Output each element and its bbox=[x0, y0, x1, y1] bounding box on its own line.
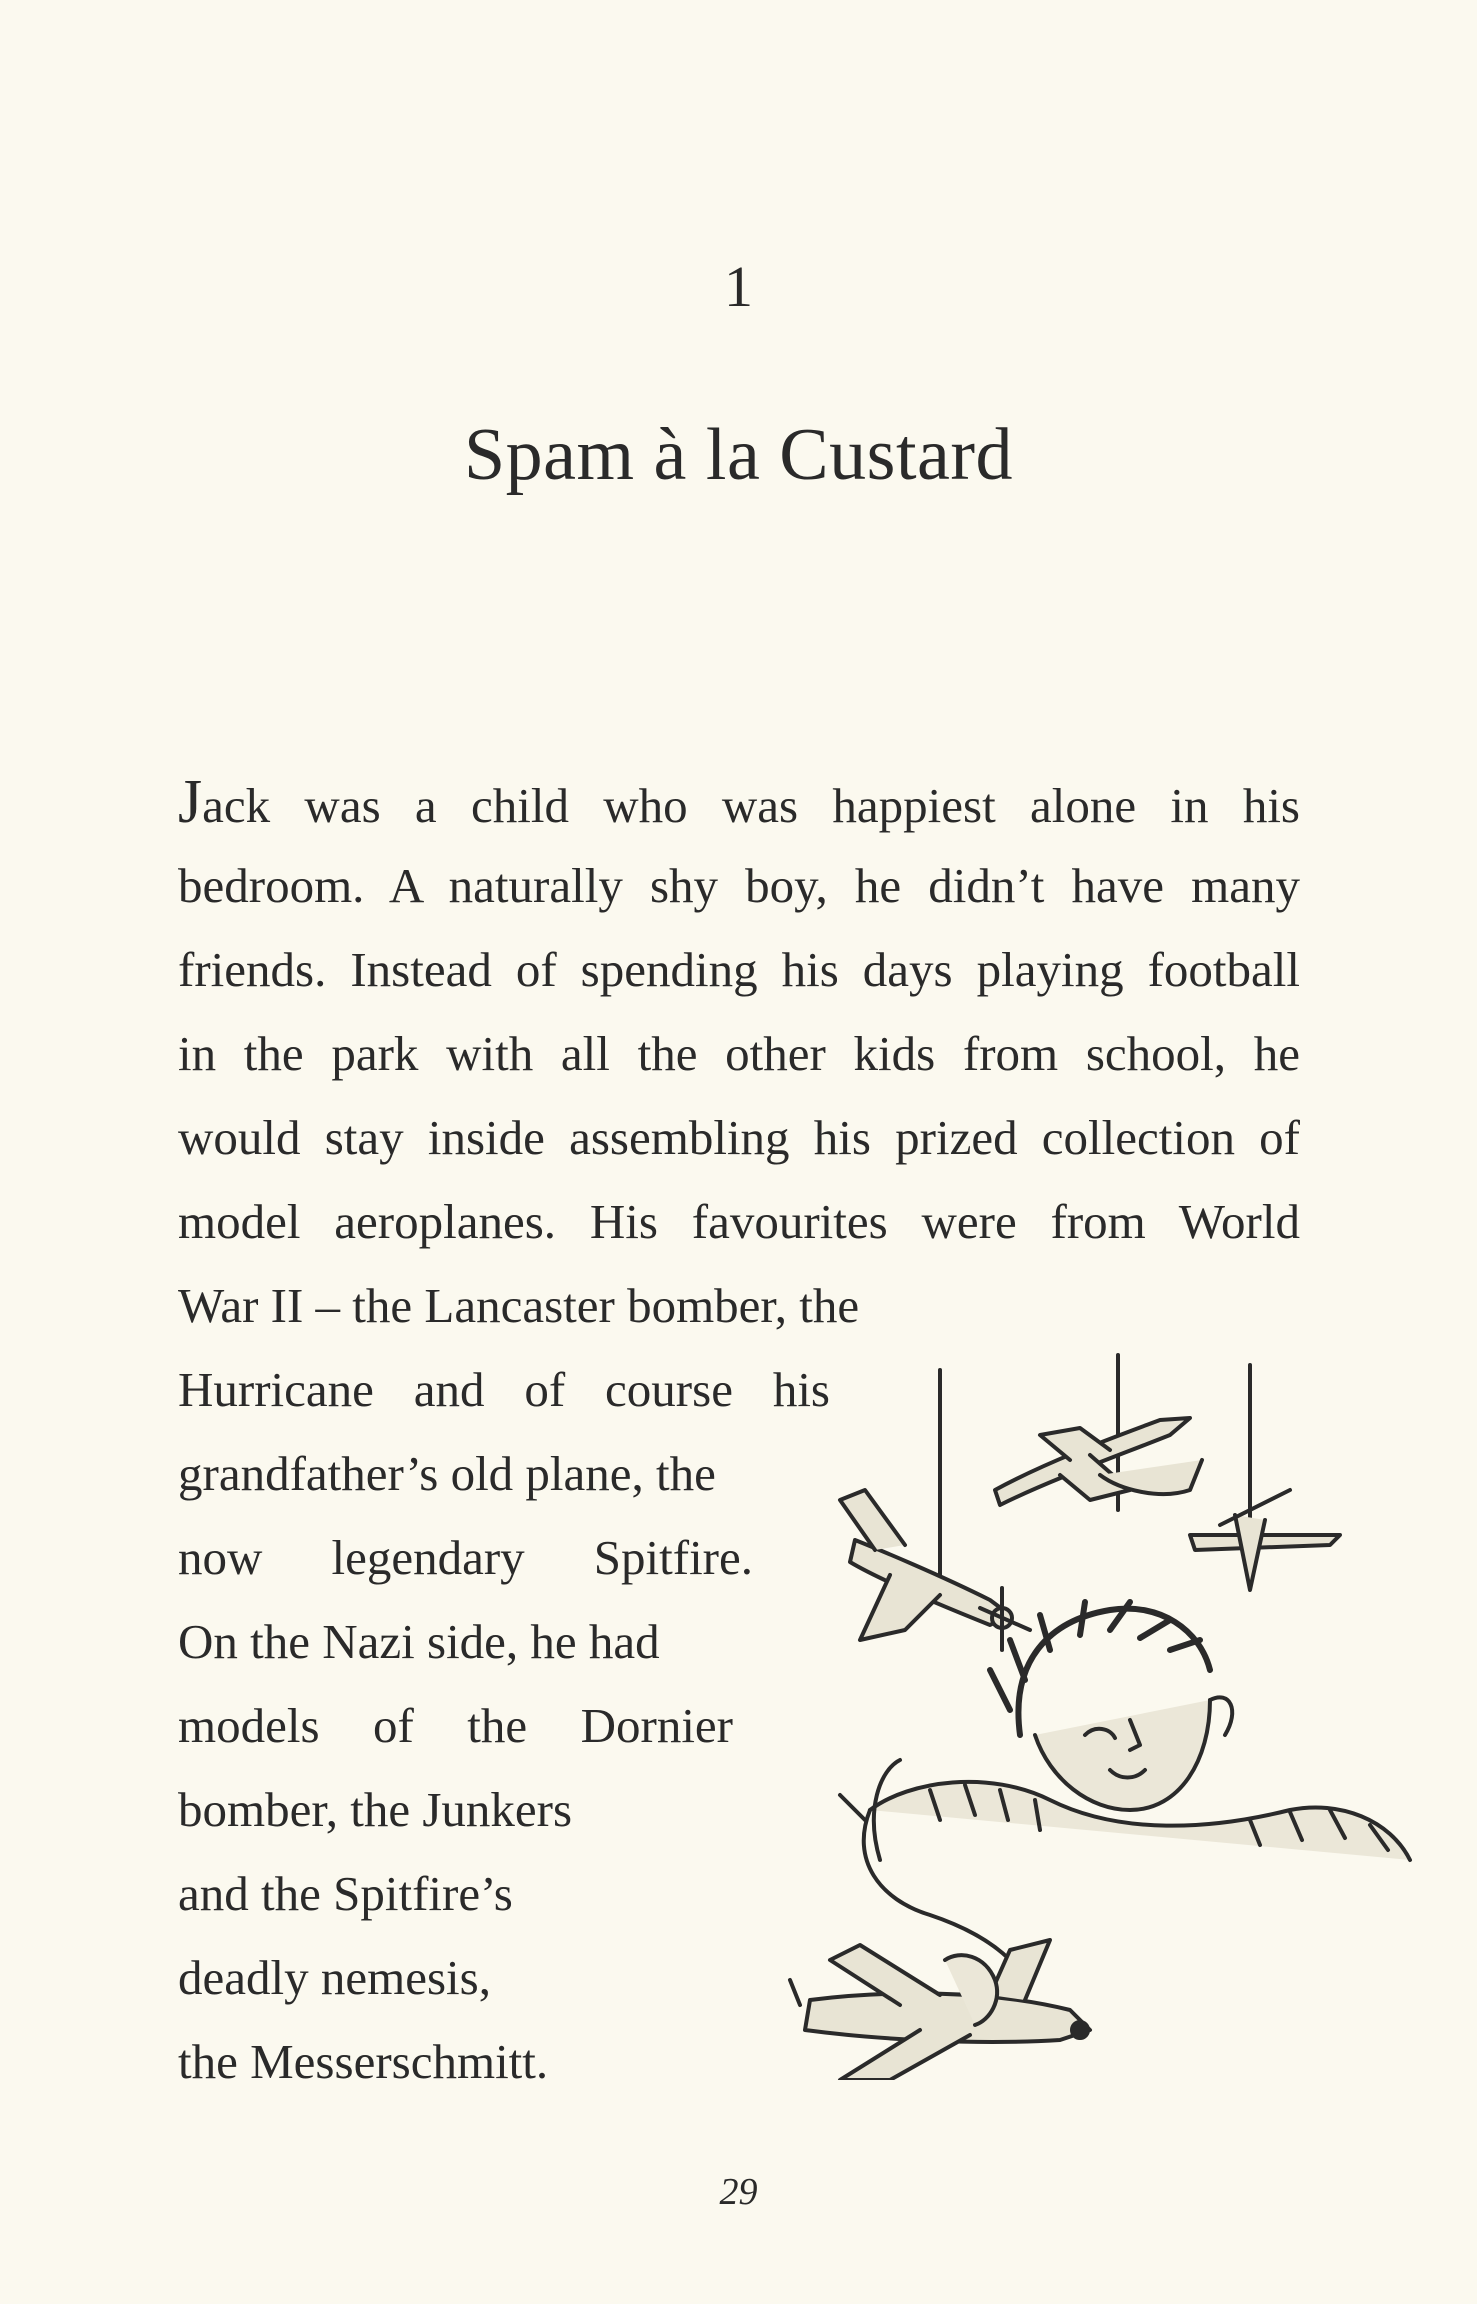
text-line-14: and the Spitfire’s bbox=[178, 1866, 513, 1921]
text-line-16: the Messerschmitt. bbox=[178, 2034, 549, 2089]
text-line-10: now legendary Spitfire. bbox=[178, 1530, 753, 1585]
model-plane-icon bbox=[995, 1418, 1202, 1505]
text-line-12: models of the Dornier bbox=[178, 1698, 733, 1753]
boy-figure bbox=[840, 1602, 1410, 1960]
text-line-15: deadly nemesis, bbox=[178, 1950, 491, 2005]
text-line-3: friends. Instead of spending his days playing football bbox=[178, 942, 1300, 997]
page-number: 29 bbox=[719, 2171, 758, 2213]
text-line-6: model aeroplanes. His favourites were from World bbox=[178, 1194, 1300, 1249]
text-line-8: Hurricane and of course his bbox=[178, 1362, 830, 1417]
text-line-7: War II – the Lancaster bomber, the bbox=[178, 1278, 860, 1333]
chapter-number: 1 bbox=[724, 254, 753, 319]
text-line-2: bedroom. A naturally shy boy, he didn’t have many bbox=[178, 858, 1300, 913]
text-line-9: grandfather’s old plane, the bbox=[178, 1446, 716, 1501]
text-line-11: On the Nazi side, he had bbox=[178, 1614, 660, 1669]
text-line-1: Jack was a child who was happiest alone in his bbox=[178, 768, 1300, 836]
text-line-4: in the park with all the other kids from school, he bbox=[178, 1026, 1300, 1081]
boy-with-model-planes-illustration bbox=[690, 1340, 1430, 2080]
chapter-title: Spam à la Custard bbox=[463, 414, 1013, 496]
model-plane-icon bbox=[1190, 1490, 1340, 1590]
first-letter: J bbox=[178, 768, 203, 836]
model-plane-icon bbox=[840, 1490, 1030, 1650]
model-plane-icon bbox=[790, 1940, 1090, 2080]
text-line-13: bomber, the Junkers bbox=[178, 1782, 573, 1837]
text-line-5: would stay inside assembling his prized collection of bbox=[178, 1110, 1300, 1165]
